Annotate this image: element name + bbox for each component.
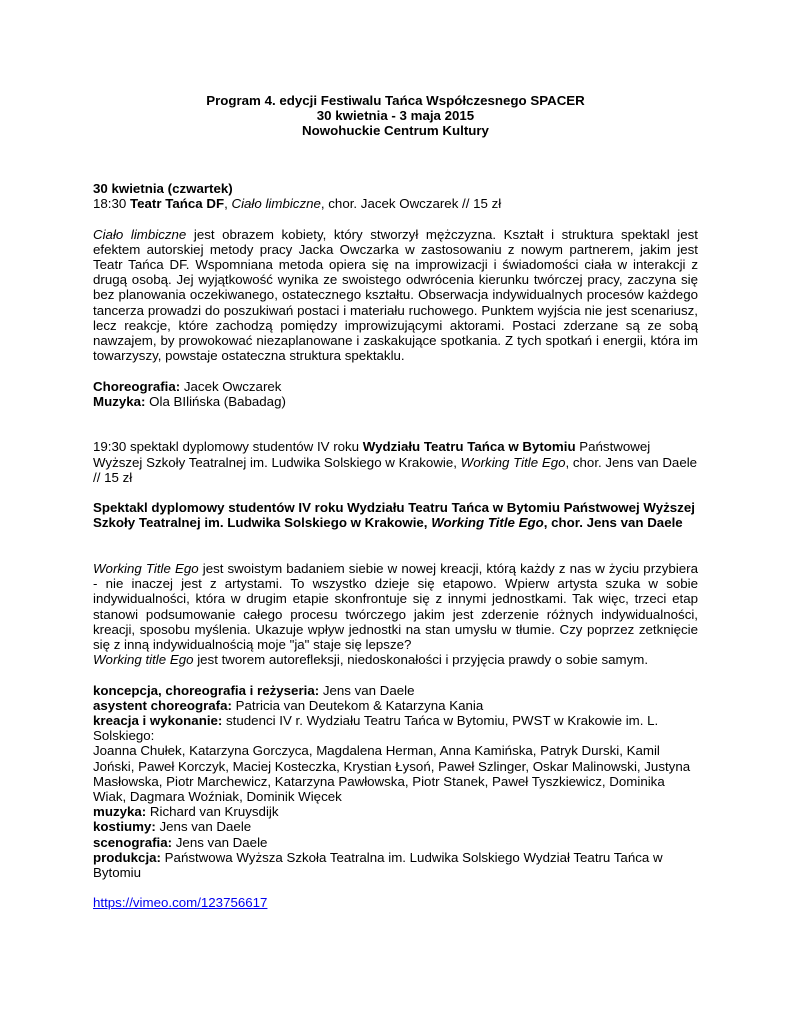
event1-credit: Choreografia: Jacek Owczarek <box>93 378 282 394</box>
event1-description: Ciało limbiczne jest obrazem kobiety, który stworzył mężczyzna. Kształt i struktura spektakl jest efektem autorskiej metody pracy Jacka Owczarka w zastosowaniu z nowym partnerem, jakim jest Teatr Tańca DF. Wspomniana metoda opiera się na improwizacji i świadomości ciała w interakcji z drugą osobą. Jej wyjątkowość wynika ze swoistego odwrócenia kierunku twórczej pracy, zaczyna się bez planowania oczekiwanego, ostatecznego kształtu. Obserwacja indywidualnych procesów każdego tancerza prowadzi do poszukiwań postaci i materiału ruchowego. Punktem wyjścia nie jest scenariusz, lecz reakcje, które zachodzą pomiędzy improwizującymi aktorami. Postaci zderzane są ze sobą nawzajem, by prowokować niezaplanowane i zaskakujące spotkania. Z tych spotkań i energii, która im towarzyszy, powstaje ostateczna struktura spektaklu. <box>93 226 698 364</box>
event1-line: 18:30 Teatr Tańca DF, Ciało limbiczne, chor. Jacek Owczarek // 15 zł <box>93 196 502 212</box>
festival-title: Program 4. edycji Festiwalu Tańca Współczesnego SPACER <box>206 93 585 108</box>
event1-credit: Muzyka: Ola BIlińska (Babadag) <box>93 393 286 409</box>
program-header <box>93 93 698 139</box>
festival-venue: Nowohuckie Centrum Kultury <box>302 123 489 139</box>
event2-credit: scenografia: Jens van Daele <box>93 834 268 850</box>
event1-company: Teatr Tańca DF <box>129 196 225 212</box>
event2-heading: Spektakl dyplomowy studentów IV roku Wydziału Teatru Tańca w Bytomiu Państwowej Wyższej Szkoły Teatralnej im. Ludwika Solskiego w Krakowie, Working Title Ego, chor. Jens van Daele <box>93 500 695 531</box>
event2-line: 19:30 spektakl dyplomowy studentów IV roku Wydziału Teatru Tańca w Bytomiu Państwowej Wyższej Szkoły Teatralnej im. Ludwika Solskiego w Krakowie, Working Title Ego, chor. Jens van Daele // 15 zł <box>93 439 698 485</box>
event2-credit: koncepcja, choreografia i reżyseria: Jens van Daele <box>93 682 415 698</box>
event2-credit: muzyka: Richard van Kruysdijk <box>93 804 279 820</box>
vimeo-link[interactable]: https://vimeo.com/123756617 <box>93 895 268 911</box>
video-link-row <box>93 895 698 910</box>
event2-reflection: Working title Ego jest tworem autorefleksji, niedoskonałości i przyjęcia prawdy o sobie samym. <box>93 652 649 668</box>
day-heading: 30 kwietnia (czwartek) <box>93 181 233 196</box>
event2-credit: kreacja i wykonanie: studenci IV r. Wydziału Teatru Tańca w Bytomiu, PWST w Krakowie im. L. Solskiego: <box>93 712 659 744</box>
program-content <box>93 181 698 911</box>
event2-credit: produkcja: Państwowa Wyższa Szkoła Teatralna im. Ludwika Solskiego Wydział Teatru Tańca w Bytomiu <box>93 849 663 881</box>
event1-title: Ciało limbiczne <box>231 196 321 212</box>
event2-title: Working Title Ego <box>460 454 566 470</box>
event2-performers: Joanna Chułek, Katarzyna Gorczyca, Magdalena Herman, Anna Kamińska, Patryk Durski, Kamil Joński, Paweł Korczyk, Maciej Kosteczka, Krystian Łysoń, Paweł Szlinger, Oskar Malinowski, Justyna Masłowska, Piotr Marchewicz, Katarzyna Pawłowska, Piotr Stanek, Paweł Tyszkiewicz, Dominika Wiak, Dagmara Woźniak, Dominik Więcek <box>93 743 691 804</box>
event2-credit: kostiumy: Jens van Daele <box>93 819 252 835</box>
festival-dates: 30 kwietnia - 3 maja 2015 <box>316 108 475 124</box>
event2-description: Working Title Ego jest swoistym badaniem siebie w nowej kreacji, którą każdy z nas w życiu przybiera - nie inaczej jest z artystami. To wszystko dzieje się etapowo. Wpierw artysta szuka w sobie indywidualności, która w drugim etapie skonfrontuje się z innymi jednostkami. Tak więc, trzeci etap stanowi podsumowanie całego procesu twórczego jakim jest zderzenie różnych indywidualności, kreacji, sposobu myślenia. Ukazuje wpływ jednostki na stan umysłu w tłumie. Czy poprzez zetknięcie się z inną indywidualnością moje "ja" staje się lepsze? <box>93 560 698 652</box>
event2-credit: asystent choreografa: Patricia van Deutekom & Katarzyna Kania <box>93 697 484 713</box>
